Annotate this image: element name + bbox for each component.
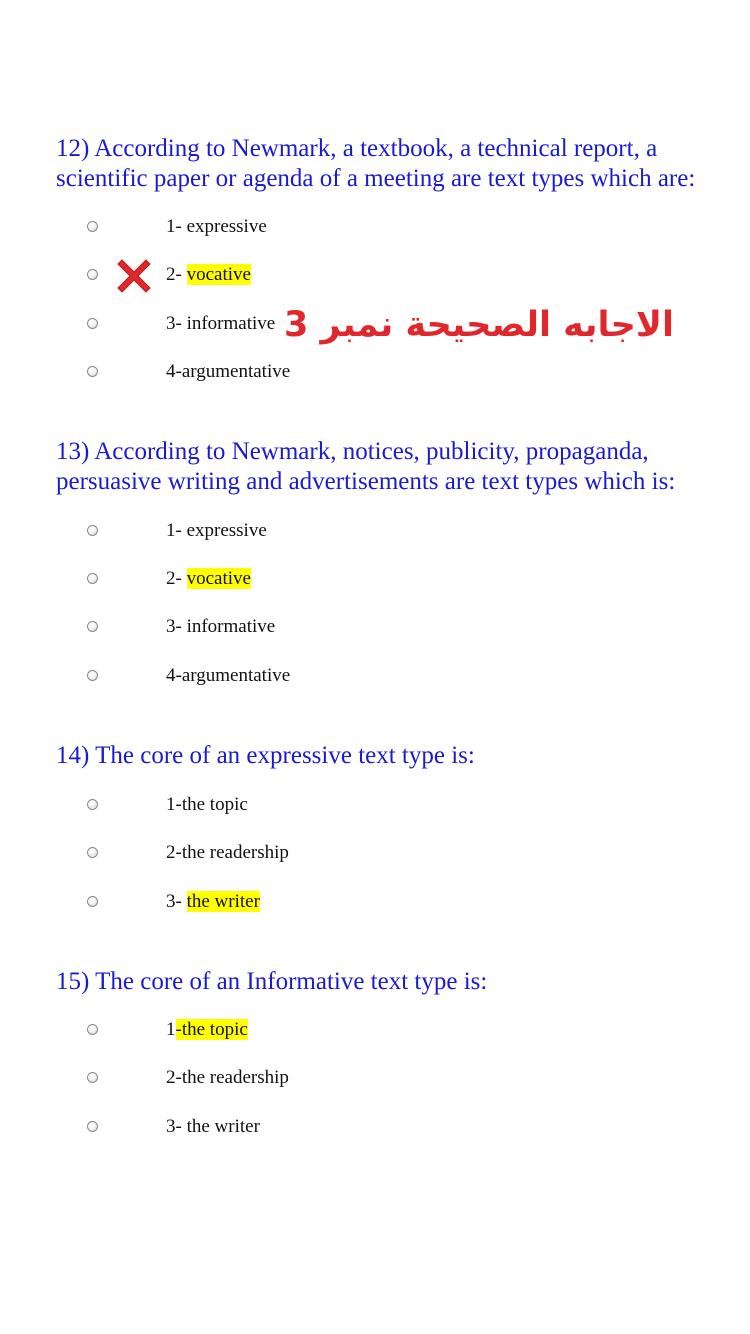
question-13-title-line1: 13) According to Newmark, notices, publicity, propaganda, xyxy=(56,438,649,465)
q15-option-2[interactable] xyxy=(0,1065,750,1095)
radio-button[interactable] xyxy=(87,847,98,858)
radio-button[interactable] xyxy=(87,269,98,280)
radio-button[interactable] xyxy=(87,799,98,810)
radio-button[interactable] xyxy=(87,1024,98,1035)
radio-button[interactable] xyxy=(87,366,98,377)
radio-button[interactable] xyxy=(87,318,98,329)
correct-answer-annotation: الاجابه الصحيحة نمبر 3 xyxy=(284,305,674,345)
q12-option-1[interactable] xyxy=(0,214,750,244)
radio-button[interactable] xyxy=(87,621,98,632)
q13-option-1[interactable] xyxy=(0,518,750,548)
option-label: 3- the writer xyxy=(166,1116,260,1137)
option-label: 2- vocative xyxy=(166,264,251,285)
q13-option-4[interactable] xyxy=(0,663,750,693)
radio-button[interactable] xyxy=(87,1072,98,1083)
q13-option-2[interactable] xyxy=(0,566,750,596)
radio-button[interactable] xyxy=(87,896,98,907)
wrong-answer-x-icon xyxy=(110,252,158,300)
question-13-title xyxy=(56,437,736,497)
q12-option-2[interactable] xyxy=(0,262,750,292)
q14-option-1[interactable] xyxy=(0,792,750,822)
radio-button[interactable] xyxy=(87,1121,98,1132)
option-label: 1- expressive xyxy=(166,216,267,237)
radio-button[interactable] xyxy=(87,221,98,232)
question-12-title-line2: scientific paper or agenda of a meeting are text types which are: xyxy=(56,165,696,192)
question-15-title: 15) The core of an Informative text type is: xyxy=(56,968,488,995)
option-label: 4-argumentative xyxy=(166,361,291,382)
option-label: 4-argumentative xyxy=(166,665,291,686)
option-label: 3- the writer xyxy=(166,891,260,912)
q14-option-2[interactable] xyxy=(0,840,750,870)
radio-button[interactable] xyxy=(87,670,98,681)
q12-option-4[interactable] xyxy=(0,359,750,389)
question-12-title xyxy=(56,134,736,194)
q14-option-3[interactable] xyxy=(0,889,750,919)
radio-button[interactable] xyxy=(87,525,98,536)
option-label: 1- expressive xyxy=(166,520,267,541)
option-label: 3- informative xyxy=(166,616,276,637)
radio-button[interactable] xyxy=(87,573,98,584)
option-label: 2-the readership xyxy=(166,842,289,863)
option-label: 3- informative xyxy=(166,313,276,334)
question-12-title-line1: 12) According to Newmark, a textbook, a technical report, a xyxy=(56,135,658,162)
question-13-title-line2: persuasive writing and advertisements are text types which is: xyxy=(56,468,676,495)
q15-option-1[interactable] xyxy=(0,1017,750,1047)
option-label: 2- vocative xyxy=(166,568,251,589)
option-label: 1-the topic xyxy=(166,794,248,815)
option-label: 2-the readership xyxy=(166,1067,289,1088)
q15-option-3[interactable] xyxy=(0,1114,750,1144)
q13-option-3[interactable] xyxy=(0,614,750,644)
question-14-title: 14) The core of an expressive text type is: xyxy=(56,742,475,769)
option-label: 1-the topic xyxy=(166,1019,248,1040)
